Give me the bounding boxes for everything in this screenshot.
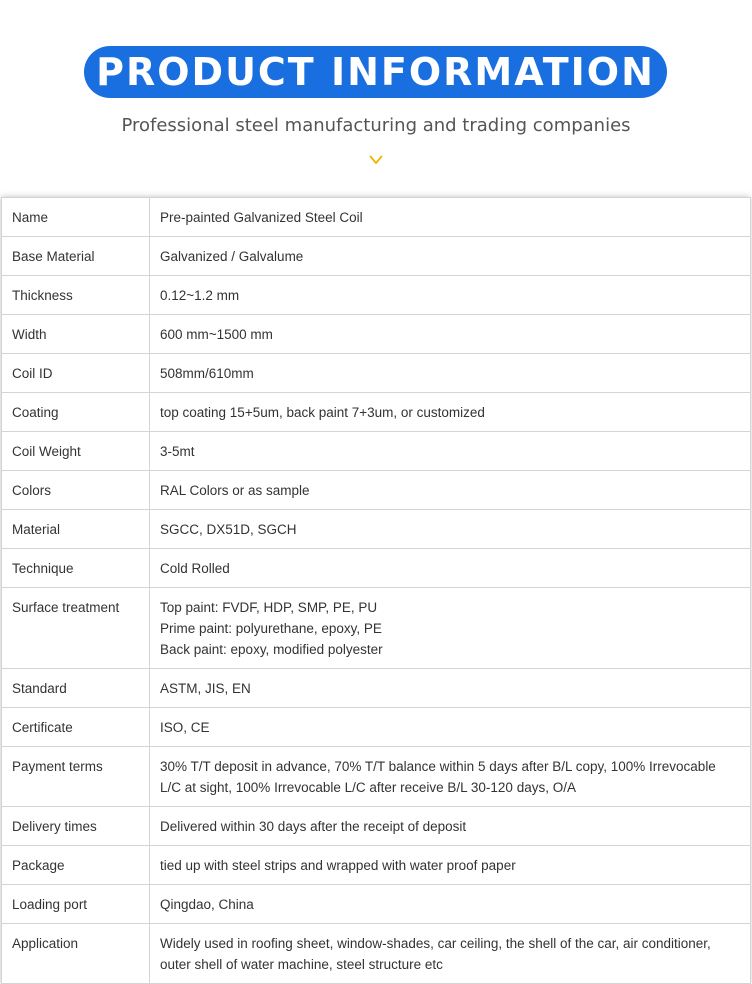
table-row xyxy=(2,669,751,708)
spec-value-line: tied up with steel strips and wrapped with water proof paper xyxy=(160,858,516,873)
spec-value xyxy=(150,198,751,237)
spec-value-line: Qingdao, China xyxy=(160,897,254,912)
spec-value-line: ASTM, JIS, EN xyxy=(160,681,251,696)
spec-value xyxy=(150,315,751,354)
spec-label: Colors xyxy=(2,471,150,510)
table-row xyxy=(2,708,751,747)
spec-table-body xyxy=(2,198,751,984)
spec-label: Loading port xyxy=(2,885,150,924)
table-row xyxy=(2,276,751,315)
spec-value-line: outer shell of water machine, steel structure etc xyxy=(160,957,443,972)
spec-label: Name xyxy=(2,198,150,237)
table-row xyxy=(2,747,751,807)
table-row xyxy=(2,885,751,924)
table-row xyxy=(2,354,751,393)
spec-value xyxy=(150,549,751,588)
spec-value xyxy=(150,846,751,885)
spec-value-line: Pre-painted Galvanized Steel Coil xyxy=(160,210,363,225)
spec-label: Surface treatment xyxy=(2,588,150,669)
spec-value-line: L/C at sight, 100% Irrevocable L/C after receive B/L 30-120 days, O/A xyxy=(160,780,576,795)
spec-value xyxy=(150,276,751,315)
spec-value-line: Galvanized / Galvalume xyxy=(160,249,304,264)
spec-table xyxy=(1,197,751,984)
spec-value xyxy=(150,471,751,510)
spec-value-line: RAL Colors or as sample xyxy=(160,483,310,498)
table-row xyxy=(2,588,751,669)
spec-label: Delivery times xyxy=(2,807,150,846)
table-row xyxy=(2,807,751,846)
spec-value-line: Cold Rolled xyxy=(160,561,230,576)
table-row xyxy=(2,237,751,276)
spec-value xyxy=(150,924,751,984)
chevron-down-icon xyxy=(369,155,383,165)
spec-label: Coil ID xyxy=(2,354,150,393)
spec-label: Payment terms xyxy=(2,747,150,807)
spec-value xyxy=(150,432,751,471)
spec-value xyxy=(150,747,751,807)
spec-label: Material xyxy=(2,510,150,549)
spec-value-line: 30% T/T deposit in advance, 70% T/T balance within 5 days after B/L copy, 100% Irrevocable xyxy=(160,759,716,774)
spec-value xyxy=(150,354,751,393)
spec-value-line: ISO, CE xyxy=(160,720,210,735)
spec-value xyxy=(150,669,751,708)
spec-value-line: top coating 15+5um, back paint 7+3um, or customized xyxy=(160,405,485,420)
spec-value xyxy=(150,393,751,432)
spec-table-container xyxy=(1,197,750,984)
table-row xyxy=(2,432,751,471)
spec-label: Certificate xyxy=(2,708,150,747)
page-title: PRODUCT INFORMATION xyxy=(96,50,655,94)
spec-value-line: 0.12~1.2 mm xyxy=(160,288,240,303)
table-row xyxy=(2,510,751,549)
spec-value xyxy=(150,807,751,846)
table-row xyxy=(2,198,751,237)
spec-value xyxy=(150,510,751,549)
spec-label: Base Material xyxy=(2,237,150,276)
spec-value-line: Back paint: epoxy, modified polyester xyxy=(160,642,383,657)
spec-label: Standard xyxy=(2,669,150,708)
spec-label: Technique xyxy=(2,549,150,588)
spec-value xyxy=(150,708,751,747)
table-row xyxy=(2,846,751,885)
spec-label: Application xyxy=(2,924,150,984)
spec-value xyxy=(150,588,751,669)
spec-value-line: Top paint: FVDF, HDP, SMP, PE, PU xyxy=(160,600,378,615)
page-title-banner xyxy=(84,46,667,98)
spec-value-line: 508mm/610mm xyxy=(160,366,254,381)
spec-value-line: Delivered within 30 days after the receipt of deposit xyxy=(160,819,467,834)
table-row xyxy=(2,549,751,588)
spec-value-line: 3-5mt xyxy=(160,444,195,459)
spec-label: Coil Weight xyxy=(2,432,150,471)
spec-label: Coating xyxy=(2,393,150,432)
table-row xyxy=(2,393,751,432)
spec-label: Width xyxy=(2,315,150,354)
spec-value-line: 600 mm~1500 mm xyxy=(160,327,273,342)
spec-label: Thickness xyxy=(2,276,150,315)
table-row xyxy=(2,315,751,354)
spec-value xyxy=(150,237,751,276)
spec-value-line: Prime paint: polyurethane, epoxy, PE xyxy=(160,621,382,636)
page-subtitle: Professional steel manufacturing and trading companies xyxy=(121,115,631,136)
spec-value-line: Widely used in roofing sheet, window-shades, car ceiling, the shell of the car, air conditioner, xyxy=(160,936,711,951)
table-row xyxy=(2,924,751,984)
table-row xyxy=(2,471,751,510)
spec-label: Package xyxy=(2,846,150,885)
spec-value xyxy=(150,885,751,924)
spec-value-line: SGCC, DX51D, SGCH xyxy=(160,522,297,537)
